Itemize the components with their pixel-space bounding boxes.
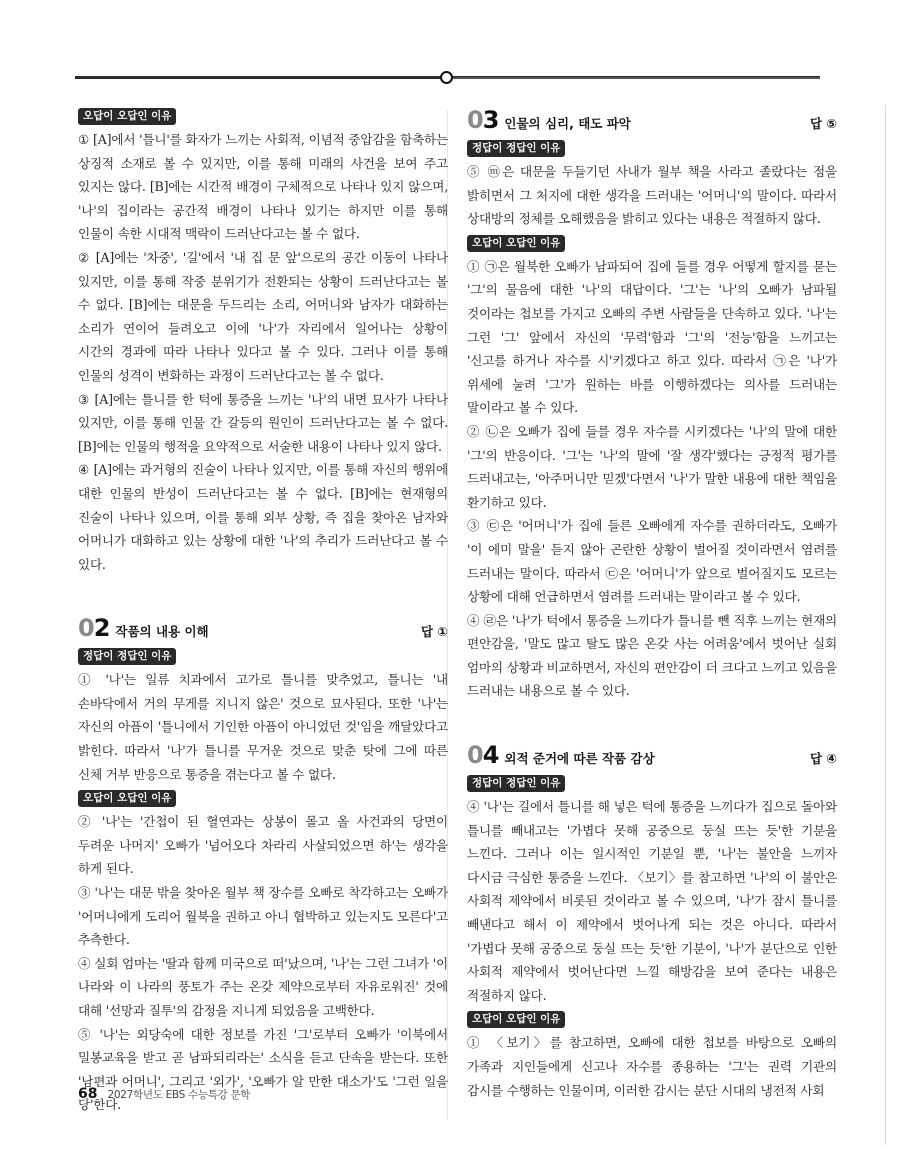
header-rule-dot [440, 71, 453, 84]
explanation-item: ⑤ '나'는 외당숙에 대한 정보를 가진 '그'로부터 오빠가 '이북에서 밀봉교육을 받고 곧 남파되리라는' 소식을 듣고 단속을 받는다. 또한 '남편과 어머니', 그리고 '외가', '오빠가 알 만한 대소가'도 '그런 일을 당'한다. [78, 1026, 448, 1113]
correct-answer-badge: 정답이 정답인 이유 [467, 140, 565, 157]
explanation-item: ④ ㉣은 '나'가 턱에서 통증을 느끼다가 틀니를 뺀 직후 느끼는 현재의 편안감을, '말도 많고 탈도 많은 온갖 사는 어려움'에서 벗어난 실회 엄마의 상황과 비교하면서, 자신의 편안감이 더 크다고 느끼고 있음을 드러내는 내용으로 볼 수 있다. [467, 612, 837, 699]
question-header [467, 106, 837, 136]
explanation-item: ⑤ ⓜ은 대문을 두들기던 사내가 월부 책을 사라고 졸랐다는 점을 밝히면서 그 처지에 대한 생각을 드러내는 '어머니'의 말이다. 따라서 상대방의 정체를 오해했음을 밝히고 있다는 내용은 적절하지 않다. [467, 164, 837, 227]
question-title: 작품의 내용 이해 [115, 624, 209, 640]
explanation-item: ③ '나'는 대문 밖을 찾아온 월부 책 장수를 오빠로 착각하고는 오빠가 '어머니에게 도리어 월북을 권하고 아니 협박하고 있는지도 모른다'고 추측한다. [78, 885, 448, 948]
wrong-answer-badge: 오답이 오답인 이유 [467, 1011, 565, 1028]
correct-answer-badge: 정답이 정답인 이유 [78, 648, 176, 665]
page-number: 68 [78, 1086, 98, 1102]
explanation-item: ① 〈보기〉를 참고하면, 오빠에 대한 첩보를 바탕으로 오빠의 가족과 지인들에게 신고나 자수를 종용하는 '그'는 권력 기관의 감시를 수행하는 인물이며, 이러한 감시는 분단 시대의 냉전적 사회 [467, 1035, 837, 1098]
explanation-item: ③ ㉢은 '어머니'가 집에 들른 오빠에게 자수를 권하더라도, 오빠가 '이 에미 말을' 듣지 않아 곤란한 상황이 벌어질 것이라면서 염려를 드러내는 말이다. 따라서 ㉢은 '어머니'가 앞으로 벌어질지도 모르는 상황에 대해 언급하면서 염려를 드러내는 말이라고 볼 수 있다. [467, 518, 837, 605]
answer-label: 답 ① [420, 624, 448, 640]
question-04 [467, 741, 837, 1102]
explanation-item: ③ [A]에는 틀니를 한 턱에 통증을 느끼는 '나'의 내면 묘사가 나타나 있지만, 이를 통해 인물 간 갈등의 원인이 드러난다고는 볼 수 없다. [B]에는 인물의 행적을 요약적으로 서술한 내용이 나타나 있지 않다. [78, 391, 448, 454]
answer-label: 답 ④ [809, 751, 837, 767]
answer-label: 답 ⑤ [809, 116, 837, 131]
question-title: 외적 준거에 따른 작품 감상 [504, 751, 655, 767]
left-column [78, 104, 448, 1117]
correct-answer-badge: 정답이 정답인 이유 [467, 775, 565, 792]
question-number: 02 [78, 614, 110, 643]
header-rule-right [450, 77, 820, 79]
explanation-item: ④ 실회 엄마는 '딸과 함께 미국으로 떠'났으며, '나'는 그런 그녀가 '이 나라와 이 나라의 풍토가 주는 온갖 제약으로부터 자유로워진' 것에 대해 '선망과 질투'의 감정을 지니게 되었음을 고백한다. [78, 955, 448, 1018]
q1-wrong-answers [78, 104, 448, 576]
question-header [467, 741, 837, 771]
explanation-item: ① '나'는 일류 치과에서 고가로 틀니를 맞추었고, 틀니는 '내 손바닥에서 거의 무게를 지니지 않은' 것으로 묘사된다. 또한 '나'는 자신의 아픔이 '틀니에서 기인한 아픔이 아니었던 것'임을 깨달았다고 밝힌다. 따라서 '나'가 틀니를 무거운 것으로 맞춘 탓에 그에 따른 신체 거부 반응으로 통증을 겪는다고 볼 수 없다. [78, 672, 448, 782]
right-column [467, 104, 837, 1102]
book-title: 2027학년도 EBS 수능특강 문학 [107, 1089, 251, 1101]
explanation-item: ④ [A]에는 과거형의 진술이 나타나 있지만, 이를 통해 자신의 행위에 대한 인물의 반성이 드러난다고는 볼 수 없다. [B]에는 현재형의 진술이 나타나 있으며, 이를 통해 외부 상황, 즉 집을 찾아온 남자와 어머니가 대화하고 있는 상황에 대한 '나'의 추리가 드러난다고 볼 수 있다. [78, 462, 448, 572]
wrong-answer-badge: 오답이 오답인 이유 [78, 108, 176, 125]
explanation-item: ① [A]에서 '틀니'를 화자가 느끼는 사회적, 이념적 중압감을 함축하는 상징적 소재로 볼 수 있지만, 이를 통해 미래의 사건을 보여 주고 있지는 않다. [B]에는 시간적 배경이 구체적으로 나타나 있지 않으며, '나'의 집이라는 공간적 배경이 나타나 있기는 하지만 이를 통해 인물이 속한 시대적 맥락이 드러난다고는 볼 수 없다. [78, 132, 448, 242]
page-footer [78, 1086, 250, 1102]
wrong-answer-badge: 오답이 오답인 이유 [467, 235, 565, 252]
question-number: 04 [467, 741, 499, 770]
explanation-item: ② [A]에는 '차중', '길'에서 '내 집 문 앞'으로의 공간 이동이 나타나 있지만, 이를 통해 작중 분위기가 전환되는 상황이 드러난다고는 볼 수 없다. [B]에는 대문을 두드리는 소리, 어머니와 남자가 대화하는 소리가 연이어 들려오고 이에 '나'가 자리에서 일어나는 상황이 시간의 경과에 따라 나타나 있다고 볼 수 있다. 그러나 이를 통해 인물의 성격이 변화하는 과정이 드러난다고는 볼 수 없다. [78, 249, 448, 383]
explanation-item: ④ '나'는 길에서 틀니를 해 넣은 턱에 통증을 느끼다가 집으로 돌아와 틀니를 빼내고는 '가볍다 못해 공중으로 둥실 뜨는 듯'한 기분을 느낀다. 그러나 이는 일시적인 기분일 뿐, '나'는 불안을 느끼자 다시금 극심한 통증을 느낀다. 〈보기〉를 참고하면 '나'의 이 불안은 사회적 제약에서 비롯된 것이라고 볼 수 있으며, '나'가 잠시 틀니를 빼낸다고 해서 이 제약에서 벗어나게 되는 것은 아니다. 따라서 '가볍다 못해 공중으로 둥실 뜨는 듯'한 기분이, '나'가 분단으로 인한 사회적 제약에서 벗어난다면 느낄 해방감을 보여 준다는 내용은 적절하지 않다. [467, 799, 837, 1003]
wrong-answer-badge: 오답이 오답인 이유 [78, 790, 176, 807]
question-02 [78, 614, 448, 1117]
explanation-item: ① ㉠은 월북한 오빠가 남파되어 집에 들를 경우 어떻게 할지를 묻는 '그'의 물음에 대한 '나'의 대답이다. '그'는 '나'의 오빠가 남파될 것이라는 첩보를 가지고 오빠의 주변 사람들을 단속하고 있다. '나'는 그런 '그' 앞에서 자신의 '무력'함과 '그'의 '전능'함을 느끼고는 '신고를 하거나 자수를 시'키겠다고 하고 있다. 따라서 ㉠은 '나'가 위세에 눌려 '그'가 원하는 바를 이행하겠다는 의사를 드러내는 말이라고 볼 수 있다. [467, 258, 837, 416]
question-header [78, 614, 448, 644]
question-number: 03 [467, 106, 499, 134]
question-title: 인물의 심리, 태도 파악 [504, 116, 631, 131]
question-03 [467, 106, 837, 703]
explanation-item: ② '나'는 '간첩이 된 혈연과는 상봉이 몰고 올 사건과의 당면이 두려운 나머지' 오빠가 '넘어오다 차라리 사살되었으면 하'는 생각을 하게 된다. [78, 814, 448, 877]
page-edge [885, 105, 886, 1145]
explanation-item: ② ㉡은 오빠가 집에 들를 경우 자수를 시키겠다는 '나'의 말에 대한 '그'의 반응이다. '그'는 '나'의 말에 '잘 생각'했다는 긍정적 평가를 드러내고는, '아주머니만 믿겠'다면서 '나'가 말한 내용에 대한 책임을 환기하고 있다. [467, 423, 837, 510]
